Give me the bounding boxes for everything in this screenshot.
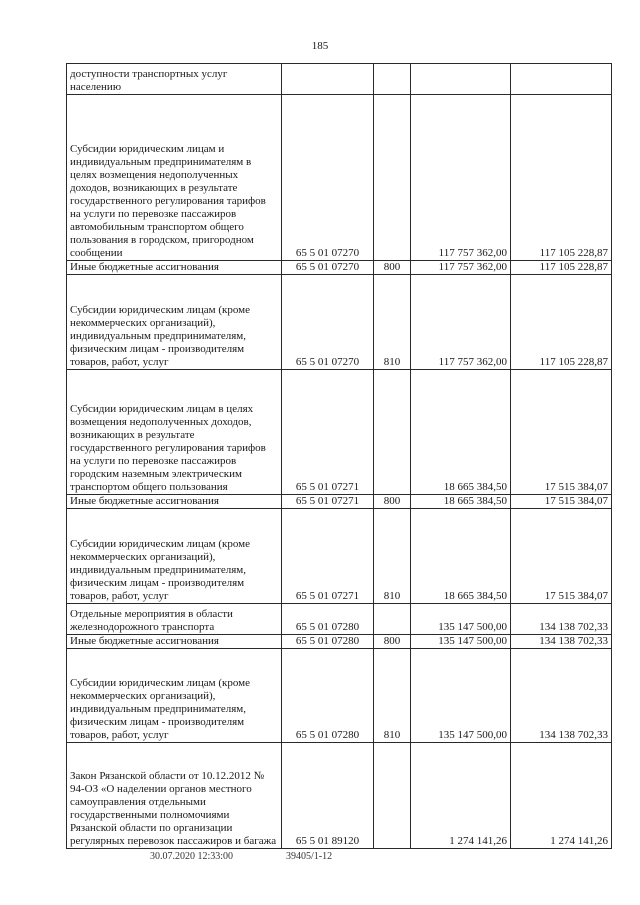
table-row bbox=[67, 495, 612, 509]
row-expense-type bbox=[374, 743, 411, 849]
row-target-code: 65 5 01 07271 bbox=[282, 495, 374, 509]
row-expense-type: 800 bbox=[374, 495, 411, 509]
row-planned-amount: 135 147 500,00 bbox=[411, 649, 511, 743]
row-target-code: 65 5 01 07271 bbox=[282, 370, 374, 495]
row-description: Субсидии юридическим лицам (кроме некоммерческих организаций), индивидуальным предпринимателям, физическим лицам - производителям товаров, работ, услуг bbox=[67, 509, 282, 604]
row-target-code: 65 5 01 07270 bbox=[282, 95, 374, 261]
table-row bbox=[67, 64, 612, 95]
row-description: Закон Рязанской области от 10.12.2012 № 94-ОЗ «О наделении органов местного самоуправления отдельными государственными полномочиями Рязанской области по организации регулярных перевозок пассажиров и багажа bbox=[67, 743, 282, 849]
table-row bbox=[67, 649, 612, 743]
row-planned-amount: 18 665 384,50 bbox=[411, 370, 511, 495]
row-planned-amount: 1 274 141,26 bbox=[411, 743, 511, 849]
row-actual-amount: 117 105 228,87 bbox=[511, 275, 612, 370]
row-expense-type: 800 bbox=[374, 261, 411, 275]
row-planned-amount: 18 665 384,50 bbox=[411, 495, 511, 509]
row-description: Иные бюджетные ассигнования bbox=[67, 495, 282, 509]
page-number: 185 bbox=[311, 40, 329, 52]
row-actual-amount: 117 105 228,87 bbox=[511, 261, 612, 275]
table-row bbox=[67, 509, 612, 604]
row-target-code bbox=[282, 64, 374, 95]
row-description: Субсидии юридическим лицам в целях возмещения недополученных доходов, возникающих в результате государственного регулирования тарифов на услуги по перевозке пассажиров городским наземным электрическим транспортом общего пользования bbox=[67, 370, 282, 495]
row-actual-amount: 117 105 228,87 bbox=[511, 95, 612, 261]
row-target-code: 65 5 01 07270 bbox=[282, 275, 374, 370]
row-description: Субсидии юридическим лицам (кроме некоммерческих организаций), индивидуальным предпринимателям, физическим лицам - производителям товаров, работ, услуг bbox=[67, 649, 282, 743]
table-row bbox=[67, 275, 612, 370]
budget-table-body bbox=[67, 64, 612, 849]
row-expense-type bbox=[374, 95, 411, 261]
row-actual-amount: 134 138 702,33 bbox=[511, 604, 612, 635]
row-expense-type: 810 bbox=[374, 275, 411, 370]
row-planned-amount: 117 757 362,00 bbox=[411, 95, 511, 261]
table-row bbox=[67, 604, 612, 635]
row-expense-type: 810 bbox=[374, 649, 411, 743]
row-actual-amount: 17 515 384,07 bbox=[511, 509, 612, 604]
row-planned-amount: 135 147 500,00 bbox=[411, 604, 511, 635]
table-row bbox=[67, 635, 612, 649]
row-description: Иные бюджетные ассигнования bbox=[67, 635, 282, 649]
row-planned-amount: 135 147 500,00 bbox=[411, 635, 511, 649]
table-row bbox=[67, 370, 612, 495]
row-target-code: 65 5 01 89120 bbox=[282, 743, 374, 849]
row-target-code: 65 5 01 07280 bbox=[282, 635, 374, 649]
footer-datetime: 30.07.2020 12:33:00 bbox=[150, 851, 234, 862]
row-actual-amount bbox=[511, 64, 612, 95]
row-planned-amount: 18 665 384,50 bbox=[411, 509, 511, 604]
row-expense-type bbox=[374, 64, 411, 95]
row-target-code: 65 5 01 07270 bbox=[282, 261, 374, 275]
row-expense-type bbox=[374, 370, 411, 495]
row-actual-amount: 17 515 384,07 bbox=[511, 495, 612, 509]
row-planned-amount: 117 757 362,00 bbox=[411, 275, 511, 370]
row-description: доступности транспортных услуг населению bbox=[67, 64, 282, 95]
budget-table bbox=[66, 63, 612, 849]
row-target-code: 65 5 01 07271 bbox=[282, 509, 374, 604]
row-target-code: 65 5 01 07280 bbox=[282, 604, 374, 635]
row-actual-amount: 17 515 384,07 bbox=[511, 370, 612, 495]
row-description: Иные бюджетные ассигнования bbox=[67, 261, 282, 275]
row-actual-amount: 1 274 141,26 bbox=[511, 743, 612, 849]
row-expense-type: 810 bbox=[374, 509, 411, 604]
row-target-code: 65 5 01 07280 bbox=[282, 649, 374, 743]
table-row bbox=[67, 743, 612, 849]
row-description: Субсидии юридическим лицам и индивидуальным предпринимателям в целях возмещения недополученных доходов, возникающих в результате государственного регулирования тарифов на услуги по перевозке пассажиров автомобильным транспортом общего пользования в городском, пригородном сообщении bbox=[67, 95, 282, 261]
table-row bbox=[67, 261, 612, 275]
row-description: Отдельные мероприятия в области железнодорожного транспорта bbox=[67, 604, 282, 635]
row-planned-amount: 117 757 362,00 bbox=[411, 261, 511, 275]
table-row bbox=[67, 95, 612, 261]
row-actual-amount: 134 138 702,33 bbox=[511, 635, 612, 649]
row-actual-amount: 134 138 702,33 bbox=[511, 649, 612, 743]
footer-document-id: 39405/1-12 bbox=[286, 851, 333, 862]
row-expense-type: 800 bbox=[374, 635, 411, 649]
row-planned-amount bbox=[411, 64, 511, 95]
row-description: Субсидии юридическим лицам (кроме некоммерческих организаций), индивидуальным предпринимателям, физическим лицам - производителям товаров, работ, услуг bbox=[67, 275, 282, 370]
row-expense-type bbox=[374, 604, 411, 635]
